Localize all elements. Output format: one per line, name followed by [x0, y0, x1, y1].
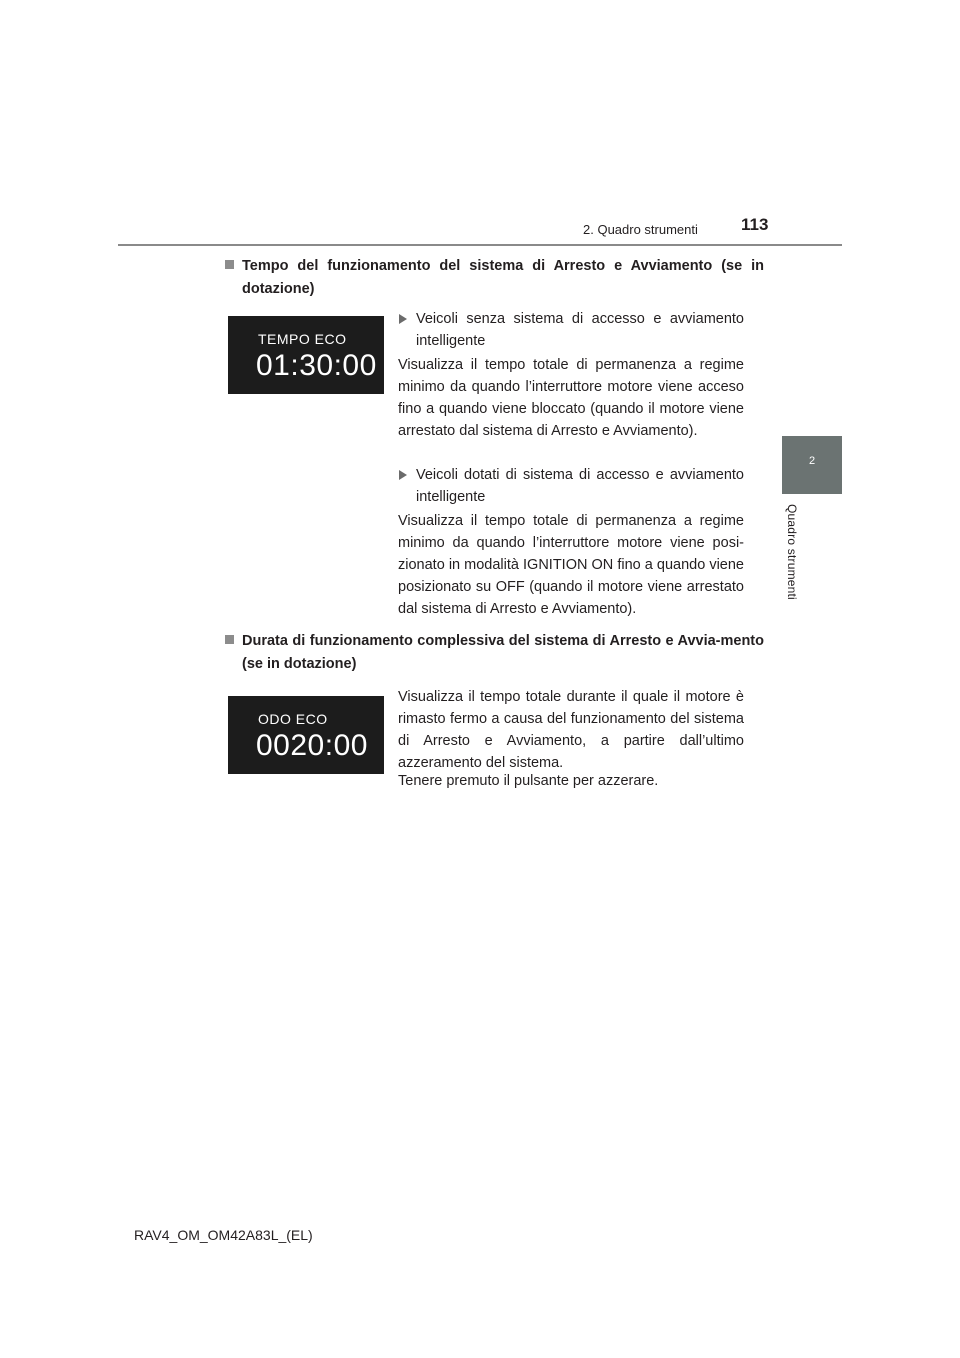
section-heading-total-stop-start-time	[222, 630, 764, 676]
display-tempo-eco	[228, 316, 384, 394]
paragraph-reset-instruction: Tenere premuto il pulsante per azzerare.	[398, 773, 659, 789]
display-value: 01:30:00	[256, 349, 377, 382]
square-bullet-icon	[225, 635, 234, 644]
display-odo-eco	[228, 696, 384, 774]
display-label: ODO ECO	[258, 711, 328, 727]
section-heading-stop-start-time	[222, 255, 764, 301]
page-number: 113	[741, 215, 769, 234]
section-heading-text: Durata di funzionamento complessiva del sistema di Arresto e Avvia-mento (se in dotazione)	[242, 633, 764, 672]
subheading-without-smart-key	[398, 308, 744, 352]
paragraph-total-time: Visualizza il tempo totale durante il quale il motore è rimasto fermo a causa del funzionamento del sistema di Arresto e Avviamento, a partire dall’ultimo azzeramento del sistema.	[398, 689, 744, 771]
chapter-tab-number: 2	[808, 455, 816, 467]
paragraph-without-smart-key: Visualizza il tempo totale di permanenza a regime minimo da quando l’interruttore motore viene acceso fino a quando viene bloccato (quando il motore viene arrestato dal sistema di Arresto e Avviamento).	[398, 357, 744, 439]
display-label: TEMPO ECO	[258, 331, 347, 347]
header-section-title: 2. Quadro strumenti	[583, 222, 698, 237]
triangle-bullet-icon	[399, 314, 407, 324]
display-value: 0020:00	[256, 729, 368, 762]
section-heading-text: Tempo del funzionamento del sistema di Arresto e Avviamento (se in dotazione)	[242, 258, 764, 297]
subheading-text: Veicoli senza sistema di accesso e avviamento intelligente	[416, 311, 744, 349]
chapter-tab-label: Quadro strumenti	[785, 504, 799, 600]
header-divider	[118, 244, 842, 246]
subheading-text: Veicoli dotati di sistema di accesso e avviamento intelligente	[416, 467, 744, 505]
square-bullet-icon	[225, 260, 234, 269]
document-code: RAV4_OM_OM42A83L_(EL)	[134, 1227, 313, 1243]
subheading-with-smart-key	[398, 464, 744, 508]
triangle-bullet-icon	[399, 470, 407, 480]
paragraph-with-smart-key: Visualizza il tempo totale di permanenza a regime minimo da quando l’interruttore motore viene posi-zionato in modalità IGNITION ON fino a quando viene posizionato su OFF (quando il motore viene arrestato dal sistema di Arresto e Avviamento).	[398, 513, 744, 617]
